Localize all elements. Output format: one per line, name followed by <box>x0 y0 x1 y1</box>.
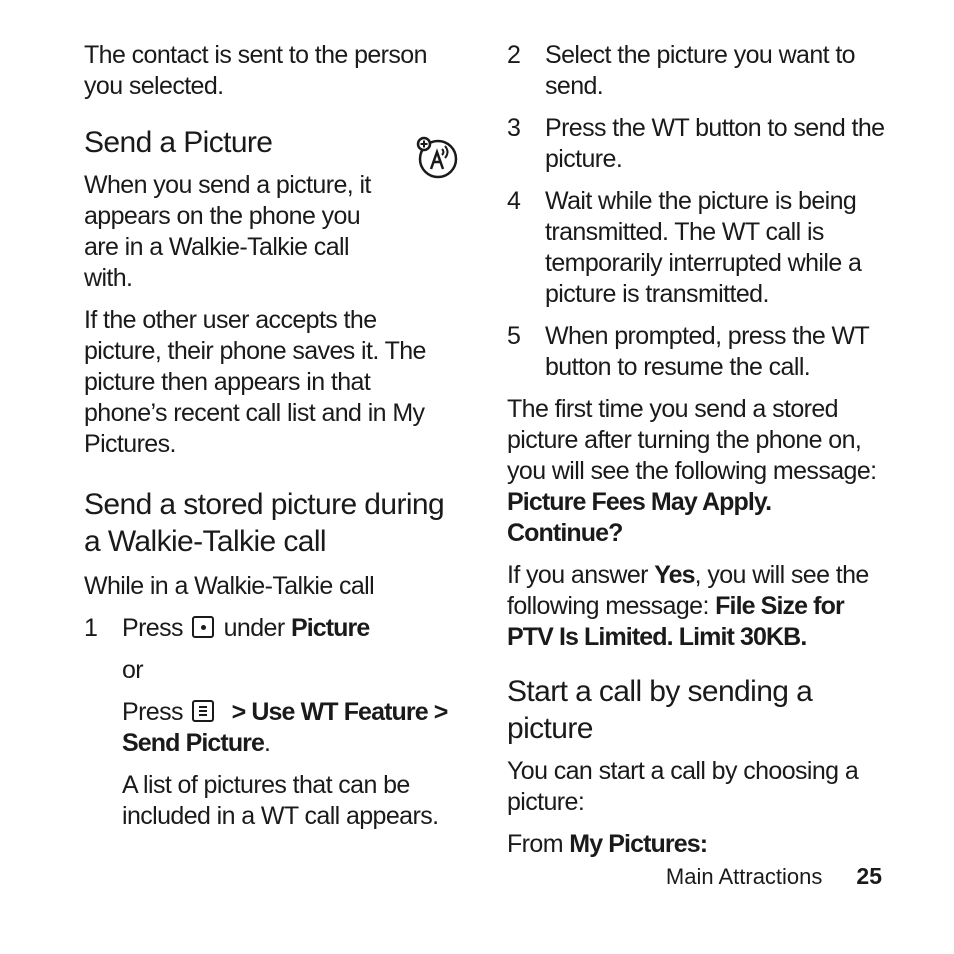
while-in-call-text: While in a Walkie-Talkie call <box>84 572 375 600</box>
step-4 <box>507 186 887 310</box>
step-number: 3 <box>507 114 521 142</box>
use-wt-feature-path: > Use WT Feature > <box>231 698 448 726</box>
first-time-intro: The first time you send a stored picture after turning the phone on, you will see the following message: <box>507 395 877 485</box>
page-footer <box>600 860 882 893</box>
send-picture-option: Send Picture <box>122 729 265 757</box>
send-picture-intro: When you send a picture, it appears on the phone you are in a Walkie-Talkie call with. <box>84 171 371 292</box>
section-name: Main Attractions <box>665 864 823 889</box>
file-size-message: File Size for PTV Is Limited. Limit 30KB. <box>507 592 844 651</box>
picture-softkey-label: Picture <box>290 614 370 642</box>
start-call-intro: You can start a call by choosing a picture: <box>507 757 859 816</box>
press-label: Press <box>122 614 183 642</box>
right-column <box>507 40 887 871</box>
walkie-talkie-feature-icon <box>416 136 460 180</box>
period: . <box>264 729 271 757</box>
fees-message: Picture Fees May Apply. Continue? <box>507 488 772 547</box>
send-picture-accept-text: If the other user accepts the picture, their phone saves it. The picture then appears in that phone’s recent call list and in My Pictures. <box>84 306 426 458</box>
from-label: From <box>507 830 563 858</box>
step-2 <box>507 40 887 102</box>
under-label: under <box>223 614 285 642</box>
menu-key-icon <box>192 700 214 722</box>
first-time-text <box>507 394 887 549</box>
step-text: Select the picture you want to send. <box>545 41 855 100</box>
start-call-heading: Start a call by sending a picture <box>507 675 813 745</box>
left-column <box>84 40 456 843</box>
center-key-icon <box>192 616 214 638</box>
answer-continuation: , you will see the following message: <box>507 561 869 620</box>
step-text: Press the WT button to send the picture. <box>545 114 885 173</box>
step-text: Wait while the picture is being transmitted. The WT call is temporarily interrupted while a picture is transmitted. <box>545 187 862 308</box>
step-5 <box>507 321 887 383</box>
step-1 <box>84 613 456 644</box>
yes-option: Yes <box>654 561 695 589</box>
or-text: or <box>122 656 144 684</box>
step-number: 1 <box>84 614 98 642</box>
picture-list-note: A list of pictures that can be included in a WT call appears. <box>122 771 439 830</box>
send-picture-heading: Send a Picture <box>84 126 273 159</box>
menu-path <box>84 697 456 759</box>
contact-sent-text: The contact is sent to the person you selected. <box>84 41 427 100</box>
step-number: 4 <box>507 187 521 215</box>
answer-intro: If you answer <box>507 561 648 589</box>
step-3 <box>507 113 887 175</box>
my-pictures-label: My Pictures: <box>569 830 708 858</box>
press-label: Press <box>122 698 183 726</box>
send-stored-heading: Send a stored picture during a Walkie-Talkie call <box>84 488 445 558</box>
step-number: 5 <box>507 322 521 350</box>
page-number: 25 <box>856 863 882 889</box>
step-number: 2 <box>507 41 521 69</box>
from-my-pictures <box>507 829 887 860</box>
answer-text <box>507 560 887 653</box>
step-text: When prompted, press the WT button to resume the call. <box>545 322 869 381</box>
